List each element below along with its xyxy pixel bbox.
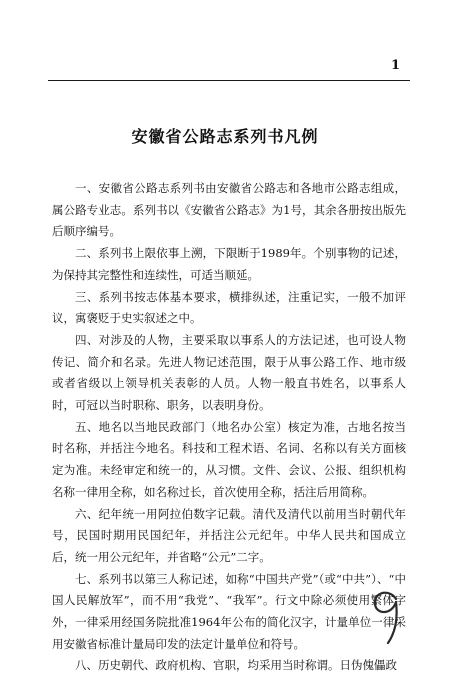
paragraph-4: 四、对涉及的人物，主要采取以事系人的方法记述，也可设人物传记、简介和名录。先进人物记述范围，限于从事公路工作、地市级或者省级以上领导机关表彰的人员。人物一般直书姓名，以事系人时，可冠以当时职称、职务，以表明身份。	[52, 332, 406, 413]
body-text	[52, 178, 406, 677]
paragraph-5: 五、地名以当地民政部门（地名办公室）核定为准，古地名按当时名称，并括注今地名。科技和工程术语、名词、名称以有关方面核定为准。未经审定和统一的，从习惯。文件、会议、公报、组织机构名称一律用全称，如名称过长，首次使用全称，括注后用简称。	[52, 419, 406, 499]
paragraph-8: 八、历史朝代、政府机构、官职，均采用当时称谓。日伪傀儡政	[75, 658, 397, 673]
header-rule	[48, 80, 410, 81]
paragraph-2: 二、系列书上限依事上溯，下限断于1989年。个别事物的记述，为保持其完整性和连续性，可适当顺延。	[52, 246, 406, 282]
page-title: 安徽省公路志系列书凡例	[131, 127, 319, 146]
page-number: 1	[390, 58, 400, 73]
handwritten-number-mark	[366, 585, 406, 647]
paragraph-3: 三、系列书按志体基本要求，横排纵述，注重记实，一般不加评议，寓褒贬于史实叙述之中。	[52, 289, 406, 326]
paragraph-7: 七、系列书以第三人称记述，如称“中国共产党”（或“中共”）、“中国人民解放军”，而不用“我党”、“我军”。行文中除必须使用繁体字外，一律采用经国务院批准1964年公布的简化汉字，计量单位一律采用安徽省标准计量局印发的法定计量单位和符号。	[52, 571, 406, 651]
paragraph-6: 六、纪年统一用阿拉伯数字记载。清代及清代以前用当时朝代年号，民国时期用民国纪年，并括注公元纪年。中华人民共和国成立后，统一用公元纪年，并省略“公元”二字。	[52, 506, 406, 564]
paragraph-1: 一、安徽省公路志系列书由安徽省公路志和各地市公路志组成，属公路专业志。系列书以《安徽省公路志》为1号，其余各册按出版先后顺序编号。	[52, 181, 406, 239]
